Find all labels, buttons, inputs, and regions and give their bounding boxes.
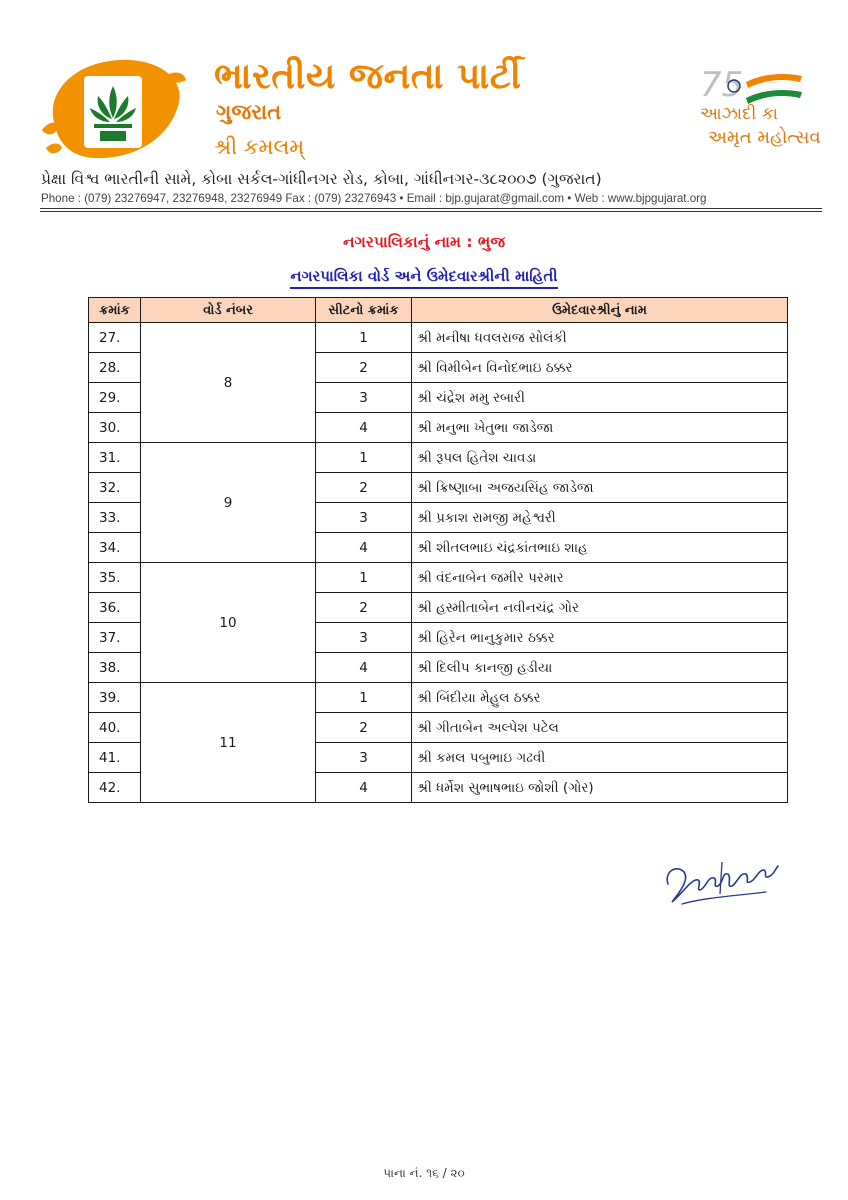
cell-seat-number: 2 — [316, 473, 412, 503]
party-state: ગુજરાત — [216, 100, 282, 124]
amrut-line2: અમૃત મહોત્સવ — [708, 127, 821, 148]
cell-serial: 27. — [89, 323, 141, 353]
party-motto: શ્રી કમલમ્ — [214, 135, 305, 159]
municipality-heading: નગરપાલિકાનું નામ : ભુજ — [343, 233, 505, 251]
cell-serial: 32. — [89, 473, 141, 503]
cell-seat-number: 2 — [316, 593, 412, 623]
header-serial: ક્રમાંક — [89, 298, 141, 323]
cell-seat-number: 1 — [316, 563, 412, 593]
amrut-number: 75 — [700, 65, 744, 105]
table-body — [89, 323, 788, 803]
cell-serial: 39. — [89, 683, 141, 713]
cell-candidate-name: શ્રી દિલીપ કાનજી હડીયા — [412, 653, 788, 683]
cell-seat-number: 3 — [316, 383, 412, 413]
cell-candidate-name: શ્રી પ્રકાશ રામજી મહેશ્વરી — [412, 503, 788, 533]
cell-seat-number: 4 — [316, 773, 412, 803]
cell-serial: 29. — [89, 383, 141, 413]
cell-seat-number: 1 — [316, 443, 412, 473]
cell-candidate-name: શ્રી કમલ પબુભાઇ ગઢવી — [412, 743, 788, 773]
cell-serial: 40. — [89, 713, 141, 743]
cell-ward-number: 10 — [141, 563, 316, 683]
cell-seat-number: 2 — [316, 353, 412, 383]
cell-candidate-name: શ્રી ધર્મેશ સુભાષભાઇ જોશી (ગોર) — [412, 773, 788, 803]
cell-serial: 38. — [89, 653, 141, 683]
header-candidate: ઉમેદવારશ્રીનું નામ — [412, 298, 788, 323]
cell-serial: 31. — [89, 443, 141, 473]
cell-serial: 34. — [89, 533, 141, 563]
cell-candidate-name: શ્રી ગીતાબેન અલ્પેશ પટેલ — [412, 713, 788, 743]
cell-seat-number: 3 — [316, 503, 412, 533]
cell-serial: 30. — [89, 413, 141, 443]
header-divider — [40, 208, 822, 209]
page-number: પાના નં. ૧૬ / ૨૦ — [383, 1166, 465, 1180]
cell-candidate-name: શ્રી ક્રિષ્ણાબા અજયસિંહ જાડેજા — [412, 473, 788, 503]
cell-candidate-name: શ્રી મનુભા ખેતુભા જાડેજા — [412, 413, 788, 443]
cell-seat-number: 4 — [316, 653, 412, 683]
table-header-row — [89, 298, 788, 323]
cell-candidate-name: શ્રી ચંદ્રેશ મમુ રબારી — [412, 383, 788, 413]
cell-serial: 37. — [89, 623, 141, 653]
cell-candidate-name: શ્રી બિંદીયા મેહુલ ઠક્કર — [412, 683, 788, 713]
cell-seat-number: 2 — [316, 713, 412, 743]
header-seat: સીટનો ક્રમાંક — [316, 298, 412, 323]
cell-serial: 33. — [89, 503, 141, 533]
cell-candidate-name: શ્રી હસ્મીતાબેન નવીનચંદ્ર ગોર — [412, 593, 788, 623]
cell-ward-number: 9 — [141, 443, 316, 563]
cell-ward-number: 11 — [141, 683, 316, 803]
cell-serial: 35. — [89, 563, 141, 593]
table-row — [89, 563, 788, 593]
header-divider-secondary — [40, 211, 822, 212]
cell-seat-number: 4 — [316, 413, 412, 443]
office-address: પ્રેક્ષા વિશ્વ ભારતીની સામે, કોબા સર્કલ-ગાંધીનગર રોડ, કોબા, ગાંધીનગર-૩૮૨૦૦૭ (ગુજરાત) — [41, 170, 602, 188]
party-name: ભારતીય જનતા પાર્ટી — [214, 56, 522, 97]
signature-icon — [662, 854, 782, 912]
table-subtitle-text: નગરપાલિકા વોર્ડ અને ઉમેદવારશ્રીની માહિતી — [290, 267, 557, 289]
header-ward: વોર્ડ નંબર — [141, 298, 316, 323]
bjp-logo — [38, 52, 188, 164]
cell-candidate-name: શ્રી રૂપલ હિતેશ ચાવડા — [412, 443, 788, 473]
lotus-logo-icon — [38, 52, 188, 164]
table-row — [89, 443, 788, 473]
cell-seat-number: 4 — [316, 533, 412, 563]
table-row — [89, 683, 788, 713]
cell-serial: 42. — [89, 773, 141, 803]
cell-serial: 28. — [89, 353, 141, 383]
cell-candidate-name: શ્રી વંદનાબેન જમીર પરમાર — [412, 563, 788, 593]
signature — [662, 854, 782, 912]
cell-candidate-name: શ્રી શીતલભાઇ ચંદ્રકાંતભાઇ શાહ — [412, 533, 788, 563]
table-row — [89, 323, 788, 353]
contact-details: Phone : (079) 23276947, 23276948, 23276949 Fax : (079) 23276943 • Email : bjp.gujarat@gmail.com • Web : www.bjpgujarat.org — [41, 192, 707, 205]
table-subtitle — [0, 267, 848, 285]
cell-candidate-name: શ્રી મનીષા ધવલરાજ સોલંકી — [412, 323, 788, 353]
amrut-line1: આઝાદી કા — [700, 104, 778, 124]
cell-candidate-name: શ્રી હિરેન ભાનુકુમાર ઠક્કર — [412, 623, 788, 653]
candidate-table — [88, 297, 788, 803]
cell-seat-number: 1 — [316, 323, 412, 353]
cell-serial: 36. — [89, 593, 141, 623]
cell-seat-number: 1 — [316, 683, 412, 713]
cell-ward-number: 8 — [141, 323, 316, 443]
cell-seat-number: 3 — [316, 743, 412, 773]
cell-serial: 41. — [89, 743, 141, 773]
cell-candidate-name: શ્રી વિમીબેન વિનોદભાઇ ઠક્કર — [412, 353, 788, 383]
cell-seat-number: 3 — [316, 623, 412, 653]
